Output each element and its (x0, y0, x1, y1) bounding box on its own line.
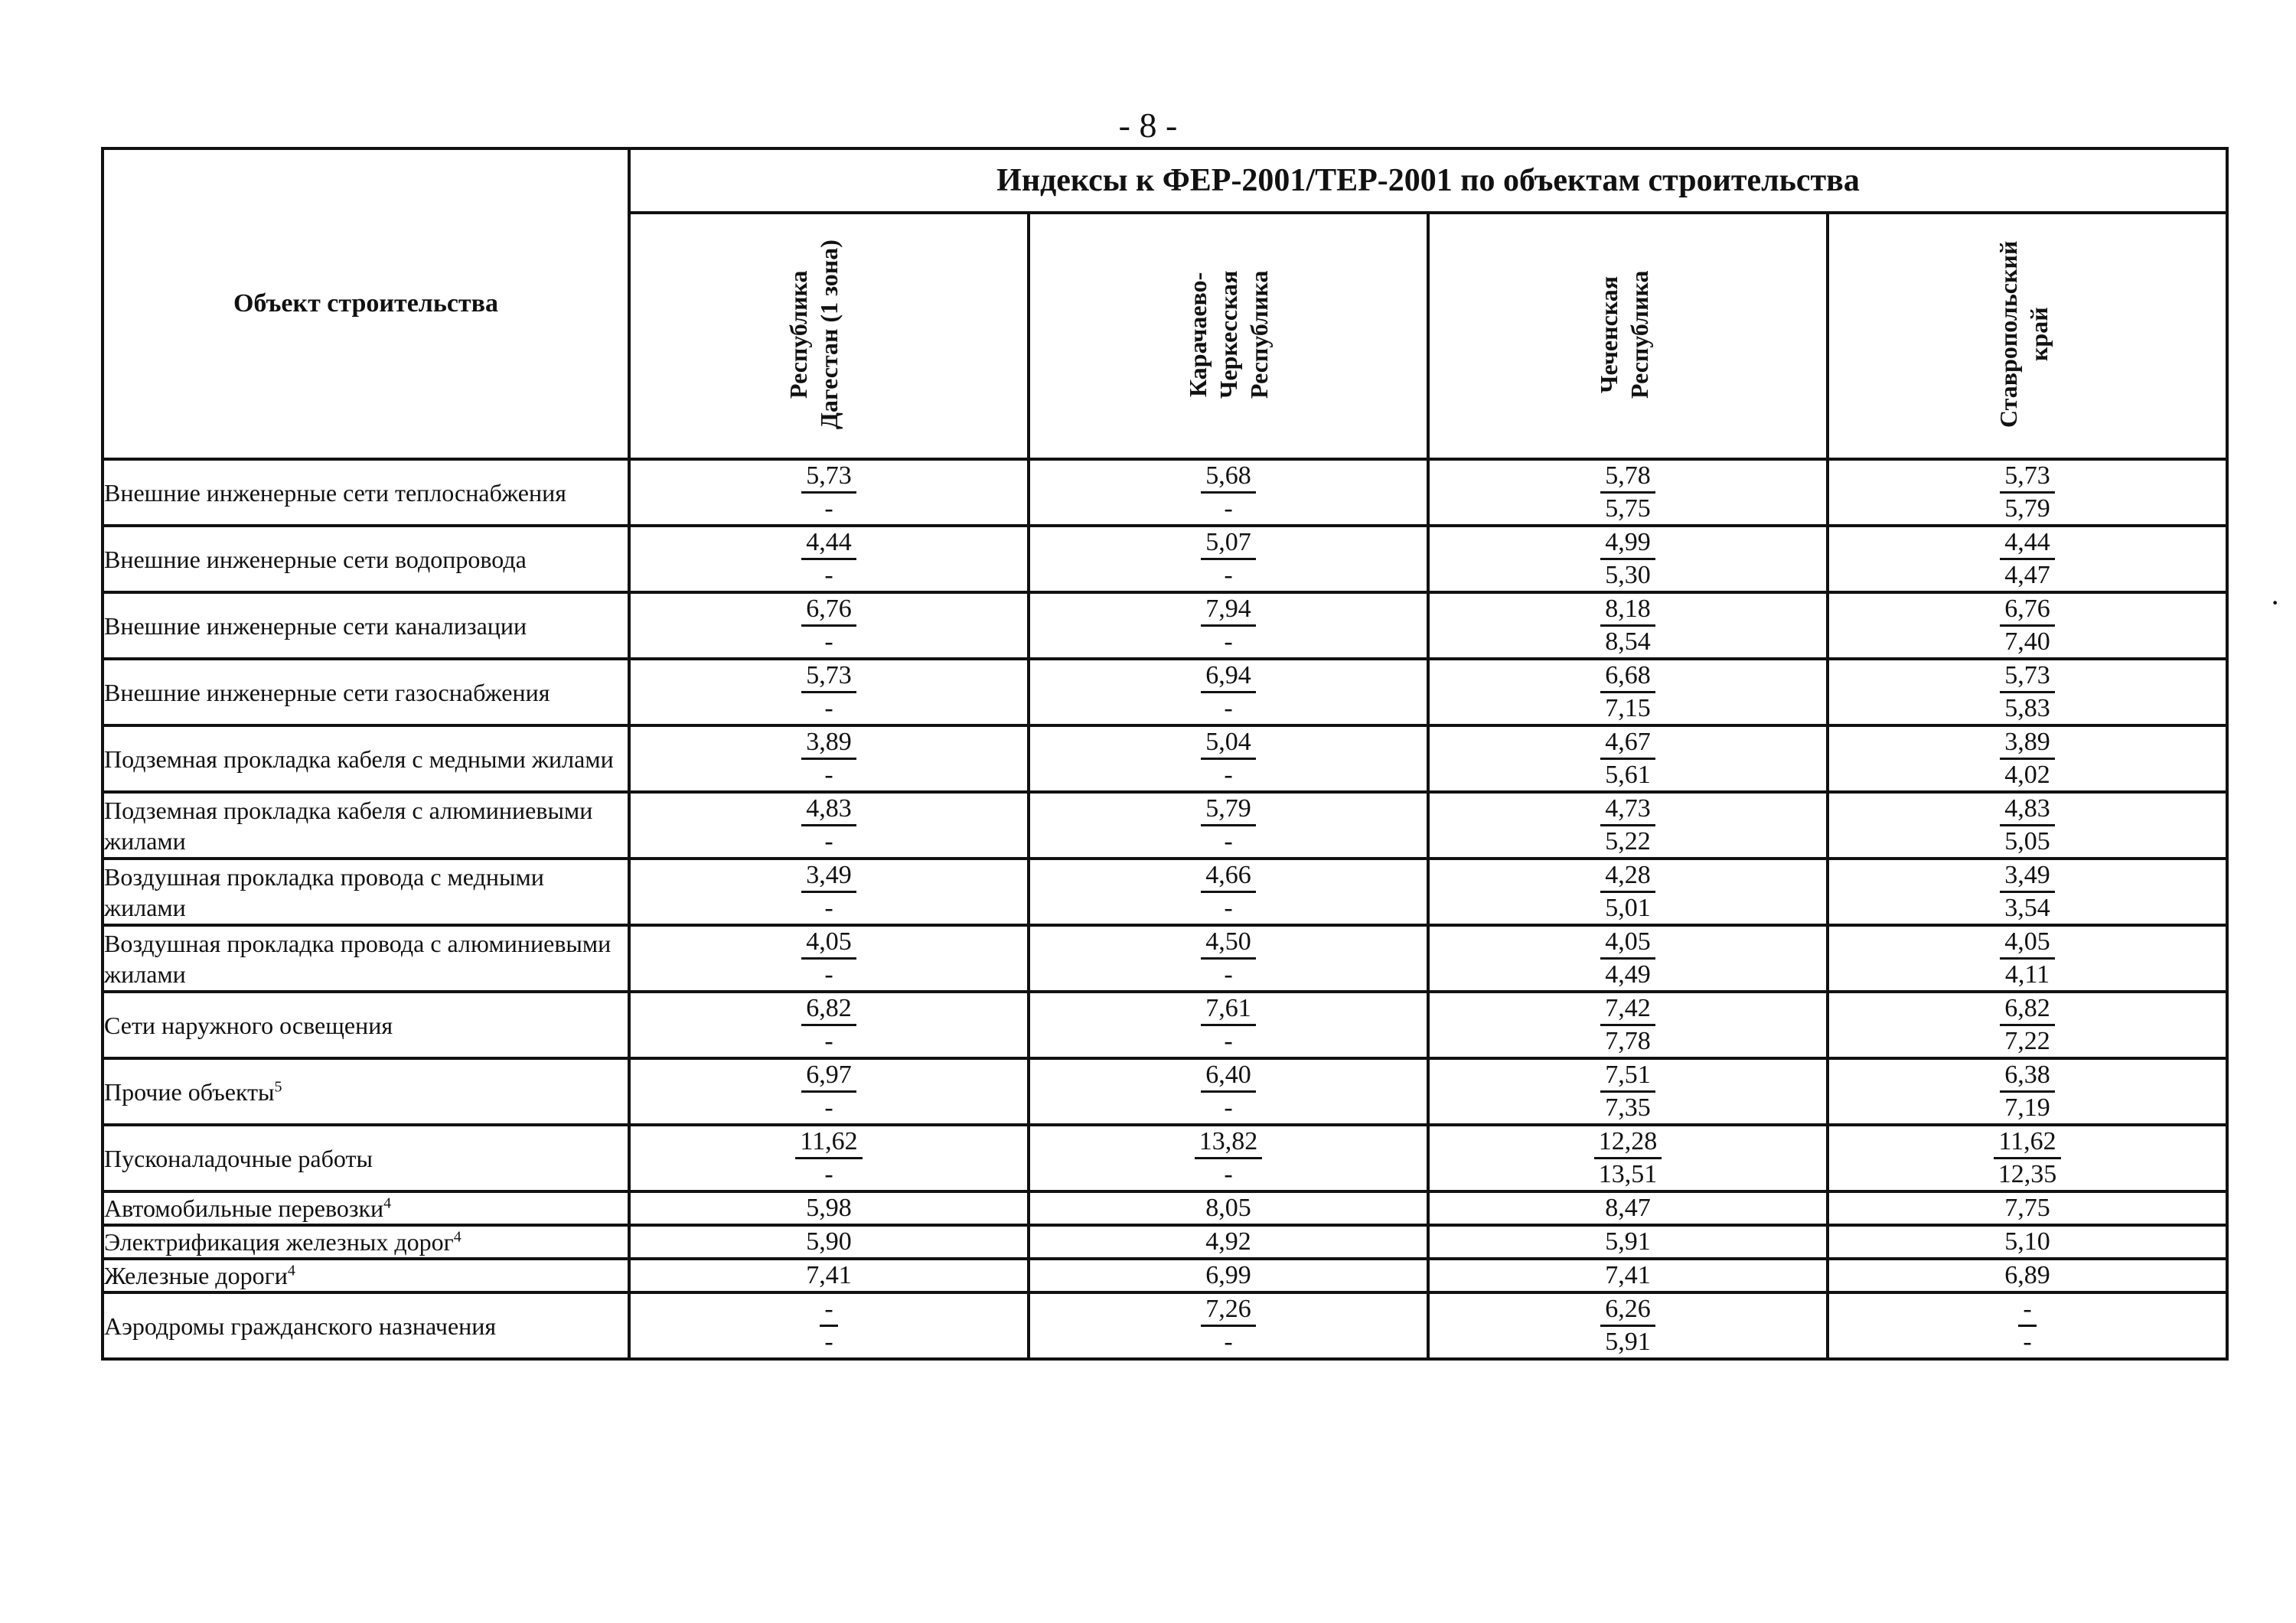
index-numerator: 4,05 (2000, 927, 2055, 960)
index-cell (1428, 592, 1828, 659)
index-fraction (1201, 461, 1256, 524)
table-row (103, 859, 2227, 925)
index-value: 5,98 (806, 1194, 852, 1222)
index-fraction (1600, 660, 1655, 724)
index-cell (629, 859, 1029, 925)
index-denominator: - (824, 1328, 833, 1356)
index-cell (1828, 659, 2227, 725)
index-fraction (2000, 993, 2055, 1057)
index-cell (1029, 792, 1428, 859)
row-object-label: Аэродромы гражданского назначения (104, 1312, 497, 1340)
index-cell (1029, 659, 1428, 725)
table-row (103, 992, 2227, 1058)
index-cell (1029, 592, 1428, 659)
index-cell (1828, 526, 2227, 592)
index-numerator: 4,83 (2000, 794, 2055, 826)
index-fraction (2000, 927, 2055, 990)
index-cell (1828, 1259, 2227, 1292)
index-fraction (1201, 727, 1256, 790)
index-fraction (2000, 461, 2055, 524)
index-numerator: 11,62 (1994, 1126, 2062, 1159)
row-object-name (103, 725, 629, 792)
index-cell (1428, 859, 1828, 925)
index-value: 5,10 (2004, 1227, 2050, 1256)
table-row (103, 1191, 2227, 1225)
object-header (103, 148, 629, 459)
page-number: - 8 - (1118, 106, 1178, 145)
index-denominator: 5,79 (2004, 494, 2050, 523)
index-numerator: 4,50 (1201, 927, 1256, 960)
index-fraction (1201, 860, 1256, 924)
region-header-chechnya (1428, 213, 1828, 459)
index-denominator: 8,54 (1605, 627, 1651, 656)
index-fraction (1201, 1060, 1256, 1123)
row-object-name (103, 1125, 629, 1191)
region-label: Карачаево-Черкесская Республика (1184, 269, 1273, 399)
index-denominator: 3,54 (2004, 894, 2050, 922)
index-cell (1828, 459, 2227, 526)
index-numerator: 6,76 (801, 594, 856, 627)
row-object-label: Воздушная прокладка провода с алюминиевыми жилами (104, 929, 612, 988)
index-fraction (801, 594, 856, 657)
row-object-name (103, 992, 629, 1058)
index-denominator: - (1224, 627, 1233, 656)
index-cell (1029, 459, 1428, 526)
index-numerator: 7,42 (1600, 993, 1655, 1026)
index-fraction (1201, 1294, 1256, 1357)
index-fraction (2018, 1294, 2036, 1357)
index-cell (629, 526, 1029, 592)
index-cell (629, 1125, 1029, 1191)
index-fraction (801, 660, 856, 724)
index-denominator: - (824, 494, 833, 523)
index-cell (1029, 925, 1428, 992)
index-cell (1428, 526, 1828, 592)
row-object-label: Внешние инженерные сети газоснабжения (104, 678, 550, 706)
row-object-name (103, 526, 629, 592)
index-denominator: - (824, 561, 833, 589)
row-object-label: Внешние инженерные сети теплоснабжения (104, 478, 566, 507)
index-fraction (1201, 660, 1256, 724)
index-numerator: 13,82 (1195, 1126, 1263, 1159)
table-row (103, 792, 2227, 859)
region-label: Чеченская Республика (1595, 269, 1653, 399)
index-cell (1029, 1058, 1428, 1125)
table-row (103, 459, 2227, 526)
index-numerator: 7,51 (1600, 1060, 1655, 1093)
index-fraction (1201, 927, 1256, 990)
index-cell (629, 1058, 1029, 1125)
index-numerator: 3,49 (801, 860, 856, 893)
index-cell (629, 659, 1029, 725)
index-cell (1029, 1125, 1428, 1191)
index-cell (1029, 1191, 1428, 1225)
table-row (103, 725, 2227, 792)
index-cell (1828, 592, 2227, 659)
index-value: 8,05 (1205, 1194, 1251, 1222)
region-header-stavropol (1828, 213, 2227, 459)
index-numerator: 5,73 (801, 660, 856, 693)
table-body (103, 459, 2227, 1359)
index-fraction (1600, 727, 1655, 790)
row-object-label: Подземная прокладка кабеля с медными жилами (104, 745, 614, 773)
index-cell (629, 459, 1029, 526)
table-row (103, 925, 2227, 992)
index-denominator: - (1224, 694, 1233, 722)
index-fraction (1600, 1060, 1655, 1123)
index-numerator: 4,05 (801, 927, 856, 960)
footnote-ref: 4 (383, 1194, 392, 1212)
index-cell (629, 725, 1029, 792)
index-cell (1828, 925, 2227, 992)
table-row (103, 1058, 2227, 1125)
index-numerator: 6,82 (801, 993, 856, 1026)
index-denominator: - (824, 827, 833, 855)
index-fraction (2000, 660, 2055, 724)
index-denominator: - (824, 894, 833, 922)
index-cell (1428, 725, 1828, 792)
index-denominator: 13,51 (1598, 1160, 1658, 1188)
footnote-ref: 4 (287, 1262, 295, 1279)
index-denominator: 4,47 (2004, 561, 2050, 589)
index-cell (1029, 526, 1428, 592)
index-header (629, 148, 2227, 213)
index-cell (1828, 792, 2227, 859)
index-cell (1029, 1259, 1428, 1292)
index-denominator: 7,22 (2004, 1027, 2050, 1055)
index-cell (1029, 859, 1428, 925)
index-numerator: 3,89 (2000, 727, 2055, 760)
row-object-name (103, 659, 629, 725)
index-fraction (1600, 527, 1655, 591)
index-cell (1428, 992, 1828, 1058)
index-fraction (1994, 1126, 2062, 1190)
row-object-name (103, 925, 629, 992)
row-object-label: Подземная прокладка кабеля с алюминиевыми жилами (104, 796, 593, 855)
index-numerator: 4,66 (1201, 860, 1256, 893)
index-fraction (1600, 860, 1655, 924)
index-fraction (801, 993, 856, 1057)
index-denominator: 7,19 (2004, 1093, 2050, 1122)
index-header-label: Индексы к ФЕР-2001/ТЕР-2001 по объектам строительства (996, 163, 1860, 198)
index-numerator: 7,61 (1201, 993, 1256, 1026)
index-fraction (1600, 1294, 1655, 1357)
row-object-label: Автомобильные перевозки (104, 1194, 384, 1222)
index-denominator: 5,83 (2004, 694, 2050, 722)
index-numerator: - (2018, 1294, 2036, 1327)
index-cell (1428, 459, 1828, 526)
index-cell (629, 1225, 1029, 1259)
index-denominator: 5,22 (1605, 827, 1651, 855)
index-cell (629, 1292, 1029, 1359)
index-cell (1828, 725, 2227, 792)
index-cell (1428, 1125, 1828, 1191)
index-numerator: 11,62 (795, 1126, 862, 1159)
index-numerator: 6,40 (1201, 1060, 1256, 1093)
index-fraction (801, 794, 856, 857)
index-cell (629, 1191, 1029, 1225)
index-numerator: 6,26 (1600, 1294, 1655, 1327)
object-header-label: Объект строительства (233, 289, 498, 318)
row-object-label: Электрификация железных дорог (104, 1228, 454, 1256)
index-numerator: 4,05 (1600, 927, 1655, 960)
row-object-label: Внешние инженерные сети канализации (104, 611, 527, 640)
index-numerator: 7,94 (1201, 594, 1256, 627)
row-object-name (103, 459, 629, 526)
index-numerator: 6,94 (1201, 660, 1256, 693)
index-fraction (1594, 1126, 1662, 1190)
row-object-name (103, 1225, 629, 1259)
index-numerator: 5,78 (1600, 461, 1655, 494)
index-fraction (801, 527, 856, 591)
index-numerator: 5,73 (2000, 660, 2055, 693)
index-denominator: 5,91 (1605, 1328, 1651, 1356)
footnote-ref: 4 (453, 1228, 461, 1246)
index-numerator: 3,49 (2000, 860, 2055, 893)
index-denominator: - (824, 960, 833, 989)
index-cell (1428, 1259, 1828, 1292)
index-cell (1428, 1191, 1828, 1225)
index-denominator: 4,02 (2004, 761, 2050, 789)
index-cell (1828, 859, 2227, 925)
stray-mark: · (2270, 585, 2281, 620)
table-row (103, 659, 2227, 725)
row-object-name (103, 1191, 629, 1225)
index-numerator: 4,28 (1600, 860, 1655, 893)
index-fraction (2000, 594, 2055, 657)
index-fraction (2000, 794, 2055, 857)
row-object-label: Воздушная прокладка провода с медными жилами (104, 862, 544, 921)
row-object-name (103, 1058, 629, 1125)
index-fraction (801, 461, 856, 524)
index-cell (629, 1259, 1029, 1292)
row-object-label: Прочие объекты (104, 1077, 275, 1106)
index-numerator: 4,67 (1600, 727, 1655, 760)
index-denominator: 5,30 (1605, 561, 1651, 589)
index-cell (1428, 792, 1828, 859)
index-numerator: 6,76 (2000, 594, 2055, 627)
index-denominator: - (1224, 494, 1233, 523)
index-numerator: 4,44 (801, 527, 856, 560)
index-fraction (1600, 927, 1655, 990)
index-denominator: - (1224, 827, 1233, 855)
index-numerator: 6,82 (2000, 993, 2055, 1026)
index-value: 8,47 (1605, 1194, 1651, 1222)
index-fraction (2000, 727, 2055, 790)
table-header (103, 148, 2227, 459)
row-object-name (103, 1259, 629, 1292)
index-value: 7,41 (806, 1261, 852, 1289)
index-numerator: 3,89 (801, 727, 856, 760)
index-denominator: 12,35 (1998, 1160, 2057, 1188)
index-numerator: 12,28 (1594, 1126, 1662, 1159)
index-denominator: - (824, 761, 833, 789)
index-denominator: - (1224, 1328, 1233, 1356)
region-header-dagestan (629, 213, 1029, 459)
index-denominator: 7,40 (2004, 627, 2050, 656)
index-numerator: 5,04 (1201, 727, 1256, 760)
table-row (103, 1259, 2227, 1292)
index-value: 7,75 (2004, 1194, 2050, 1222)
index-cell (1828, 992, 2227, 1058)
footnote-ref: 5 (274, 1077, 282, 1095)
row-object-name (103, 1292, 629, 1359)
index-denominator: 5,75 (1605, 494, 1651, 523)
index-cell (1428, 925, 1828, 992)
index-denominator: - (1224, 1160, 1233, 1188)
index-denominator: - (1224, 894, 1233, 922)
index-denominator: 7,78 (1605, 1027, 1651, 1055)
index-value: 6,99 (1205, 1261, 1251, 1289)
index-numerator: 6,38 (2000, 1060, 2055, 1093)
index-fraction (1600, 993, 1655, 1057)
index-cell (629, 792, 1029, 859)
index-table (101, 147, 2229, 1361)
index-fraction (801, 860, 856, 924)
index-fraction (1600, 461, 1655, 524)
index-denominator: 7,15 (1605, 694, 1651, 722)
index-value: 5,90 (806, 1227, 852, 1256)
row-object-label: Сети наружного освещения (104, 1011, 393, 1039)
index-value: 4,92 (1205, 1227, 1251, 1256)
index-cell (1029, 1292, 1428, 1359)
table-row (103, 526, 2227, 592)
index-numerator: 7,26 (1201, 1294, 1256, 1327)
index-fraction (801, 727, 856, 790)
index-numerator: 8,18 (1600, 594, 1655, 627)
index-denominator: - (824, 1160, 833, 1188)
index-value: 6,89 (2004, 1261, 2050, 1289)
row-object-label: Внешние инженерные сети водопровода (104, 545, 527, 573)
index-cell (1428, 1225, 1828, 1259)
index-numerator: 4,73 (1600, 794, 1655, 826)
index-fraction (1201, 993, 1256, 1057)
index-numerator: - (820, 1294, 837, 1327)
index-cell (1828, 1058, 2227, 1125)
index-numerator: 4,99 (1600, 527, 1655, 560)
table-row (103, 592, 2227, 659)
index-fraction (1600, 794, 1655, 857)
index-denominator: - (824, 694, 833, 722)
row-object-name (103, 592, 629, 659)
index-cell (1828, 1292, 2227, 1359)
index-fraction (1195, 1126, 1263, 1190)
index-numerator: 5,79 (1201, 794, 1256, 826)
index-denominator: 5,61 (1605, 761, 1651, 789)
index-denominator: - (824, 1027, 833, 1055)
index-fraction (1201, 794, 1256, 857)
index-denominator: - (1224, 1027, 1233, 1055)
region-header-karachay-cherkessia (1029, 213, 1428, 459)
index-denominator: 7,35 (1605, 1093, 1651, 1122)
index-cell (629, 992, 1029, 1058)
index-numerator: 5,73 (801, 461, 856, 494)
index-cell (1029, 992, 1428, 1058)
index-fraction (801, 1060, 856, 1123)
index-denominator: - (2023, 1328, 2032, 1356)
index-cell (1828, 1225, 2227, 1259)
index-cell (1828, 1191, 2227, 1225)
table-row (103, 1125, 2227, 1191)
index-numerator: 4,83 (801, 794, 856, 826)
index-denominator: - (1224, 561, 1233, 589)
index-denominator: - (1224, 1093, 1233, 1122)
index-denominator: - (1224, 761, 1233, 789)
row-object-name (103, 792, 629, 859)
index-denominator: - (1224, 960, 1233, 989)
index-cell (1828, 1125, 2227, 1191)
index-numerator: 6,68 (1600, 660, 1655, 693)
index-numerator: 5,73 (2000, 461, 2055, 494)
table-row (103, 1225, 2227, 1259)
row-object-label: Железные дороги (104, 1262, 288, 1289)
index-cell (629, 925, 1029, 992)
index-cell (1428, 1058, 1828, 1125)
index-denominator: - (824, 1093, 833, 1122)
index-denominator: 4,49 (1605, 960, 1651, 989)
index-denominator: - (824, 627, 833, 656)
index-fraction (801, 927, 856, 990)
row-object-label: Пусконаладочные работы (104, 1144, 373, 1172)
index-fraction (795, 1126, 862, 1190)
index-numerator: 5,68 (1201, 461, 1256, 494)
index-fraction (2000, 1060, 2055, 1123)
index-value: 5,91 (1605, 1227, 1651, 1256)
index-denominator: 4,11 (2004, 960, 2050, 989)
index-numerator: 4,44 (2000, 527, 2055, 560)
index-cell (1029, 1225, 1428, 1259)
index-cell (1428, 659, 1828, 725)
index-cell (1029, 725, 1428, 792)
table-row (103, 1292, 2227, 1359)
index-fraction (1201, 594, 1256, 657)
index-fraction (1201, 527, 1256, 591)
index-numerator: 6,97 (801, 1060, 856, 1093)
index-denominator: 5,01 (1605, 894, 1651, 922)
index-numerator: 5,07 (1201, 527, 1256, 560)
index-fraction (1600, 594, 1655, 657)
index-denominator: 5,05 (2004, 827, 2050, 855)
row-object-name (103, 859, 629, 925)
index-fraction (2000, 527, 2055, 591)
index-fraction (2000, 860, 2055, 924)
index-cell (1428, 1292, 1828, 1359)
index-cell (629, 592, 1029, 659)
index-value: 7,41 (1605, 1261, 1651, 1289)
index-fraction (820, 1294, 837, 1357)
region-label: Ставропольский край (1994, 240, 2053, 428)
region-label: Республика Дагестан (1 зона) (784, 239, 843, 429)
